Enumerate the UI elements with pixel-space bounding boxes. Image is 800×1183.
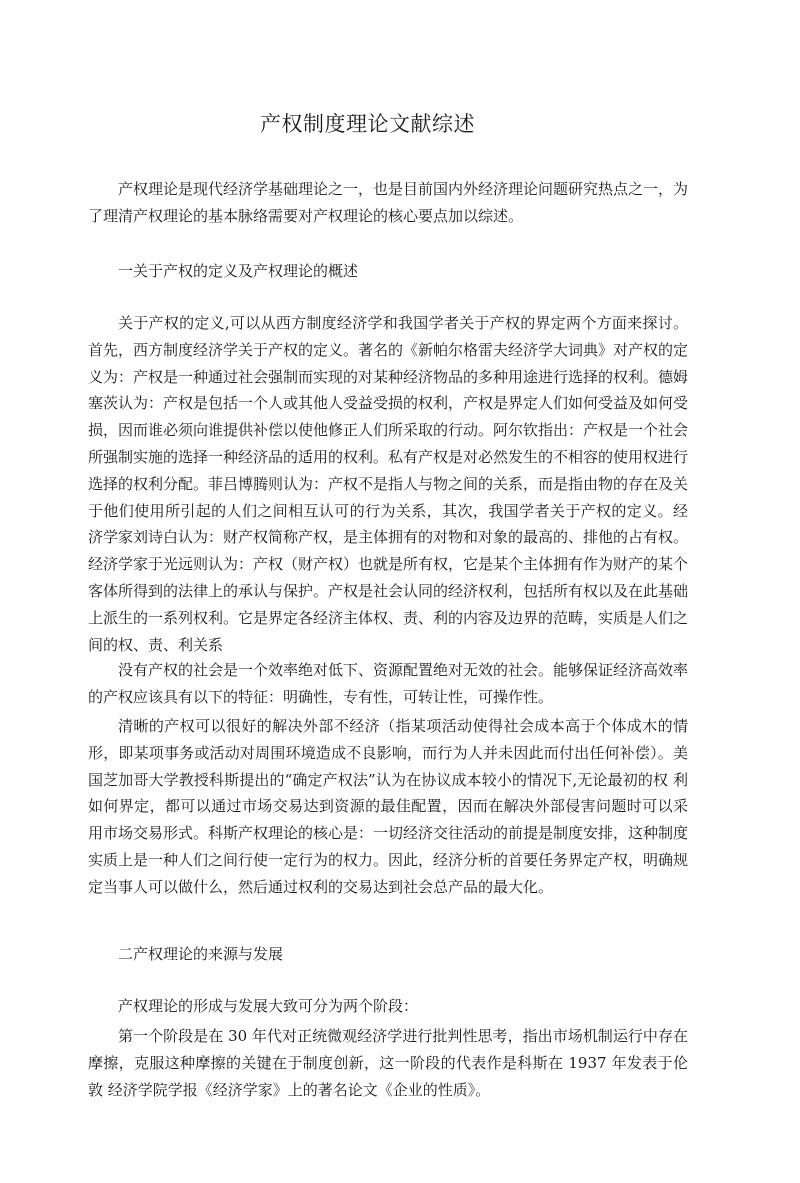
paragraph-5: [88, 1023, 688, 1103]
paragraph-1-text: 关于产权的定义,可以从西方制度经济学和我国学者关于产权的界定两个方面来探讨。 首先，西方制度经济学关于产权的定义。著名的《新帕尔格雷夫经济学大词典》对产权的定 义为：产权是一种通过社会强制而实现的对某种经济物品的多种用途进行选择的权利。德姆 塞茨认为：产权是包括一个人或其他人受益受损的权利，产权是界定人们如何受益及如何受 损，因而谁必须向谁提供补偿以使他修正人们所采取的行动。阿尔钦指出：产权是一个社会 所强制实施的选择一种经济品的适用的权利。私有产权是对必然发生的不相容的使用权进行 选择的权利分配。菲吕博腾则认为：产权不是指人与物之间的关系，而是指由物的存在及关 于他们使用所引起的人们之间相互认可的行为关系，其次，我国学者关于产权的定义。经 济学家刘诗白认为：财产权简称产权，是主体拥有的对物和对象的最高的、排他的占有权。 经济学家于光远则认为：产权（财产权）也就是所有权，它是某个主体拥有作为财产的某个 客体所得到的法律上的承认与保护。产权是社会认同的经济权利，包括所有权以及在此基础 上派生的一系列权利。它是界定各经济主体权、责、利的内容及边界的范畴，实质是人们之 间的权、责、利关系: [88, 314, 689, 654]
paragraph-3-text: 清晰的产权可以很好的解决外部不经济（指某项活动使得社会成本高于个体成木的情 形，即某项事务或活动对周围环境造成不良影响，而行为人并未因此而付出任何补偿）。美 国芝加哥大学教授科斯提出的“确定产权法”认为在协议成本较小的情况下,无论最初的权 利如何界定，都可以通过市场交易达到资源的最佳配置，因而在解决外部侵害问题时可以采 用市场交易形式。科斯产权理论的核心是：一切经济交往活动的前提是制度安排，这种制度 实质上是一种人们之间行使一定行为的权力。因此，经济分析的首要任务界定产权，明确规 定当事人可以做什么，然后通过权利的交易达到社会总产品的最大化。: [88, 717, 689, 896]
paragraph-2: [88, 657, 688, 711]
paragraph-5-text: 第一个阶段是在 30 年代对正统微观经济学进行批判性思考，指出市场机制运行中存在 摩擦，克服这种摩擦的关键在于制度创新，这一阶段的代表作是科斯在 1937 年发表于伦敦 经济学院学报《经济学家》上的著名论文《企业的性质》。: [88, 1027, 688, 1099]
paragraph-4-text: 产权理论的形成与发展大致可分为两个阶段：: [118, 997, 419, 1015]
paragraph-1: [88, 310, 688, 658]
document-title: 产权制度理论文献综述: [260, 112, 475, 136]
section-heading-1: 一关于产权的定义及产权理论的概述: [118, 262, 359, 280]
paragraph-4: [88, 993, 688, 1020]
intro-paragraph: [88, 176, 688, 230]
section-heading-2: 二产权理论的来源与发展: [118, 945, 284, 963]
paragraph-3: [88, 713, 688, 901]
paragraph-2-text: 没有产权的社会是一个效率绝对低下、资源配置绝对无效的社会。能够保证经济高效率 的产权应该具有以下的特征：明确性，专有性，可转让性，可操作性。: [88, 661, 689, 706]
intro-text: 产权理论是现代经济学基础理论之一，也是目前国内外经济理论问题研究热点之一，为 了理清产权理论的基本脉络需要对产权理论的核心要点加以综述。: [88, 180, 689, 225]
